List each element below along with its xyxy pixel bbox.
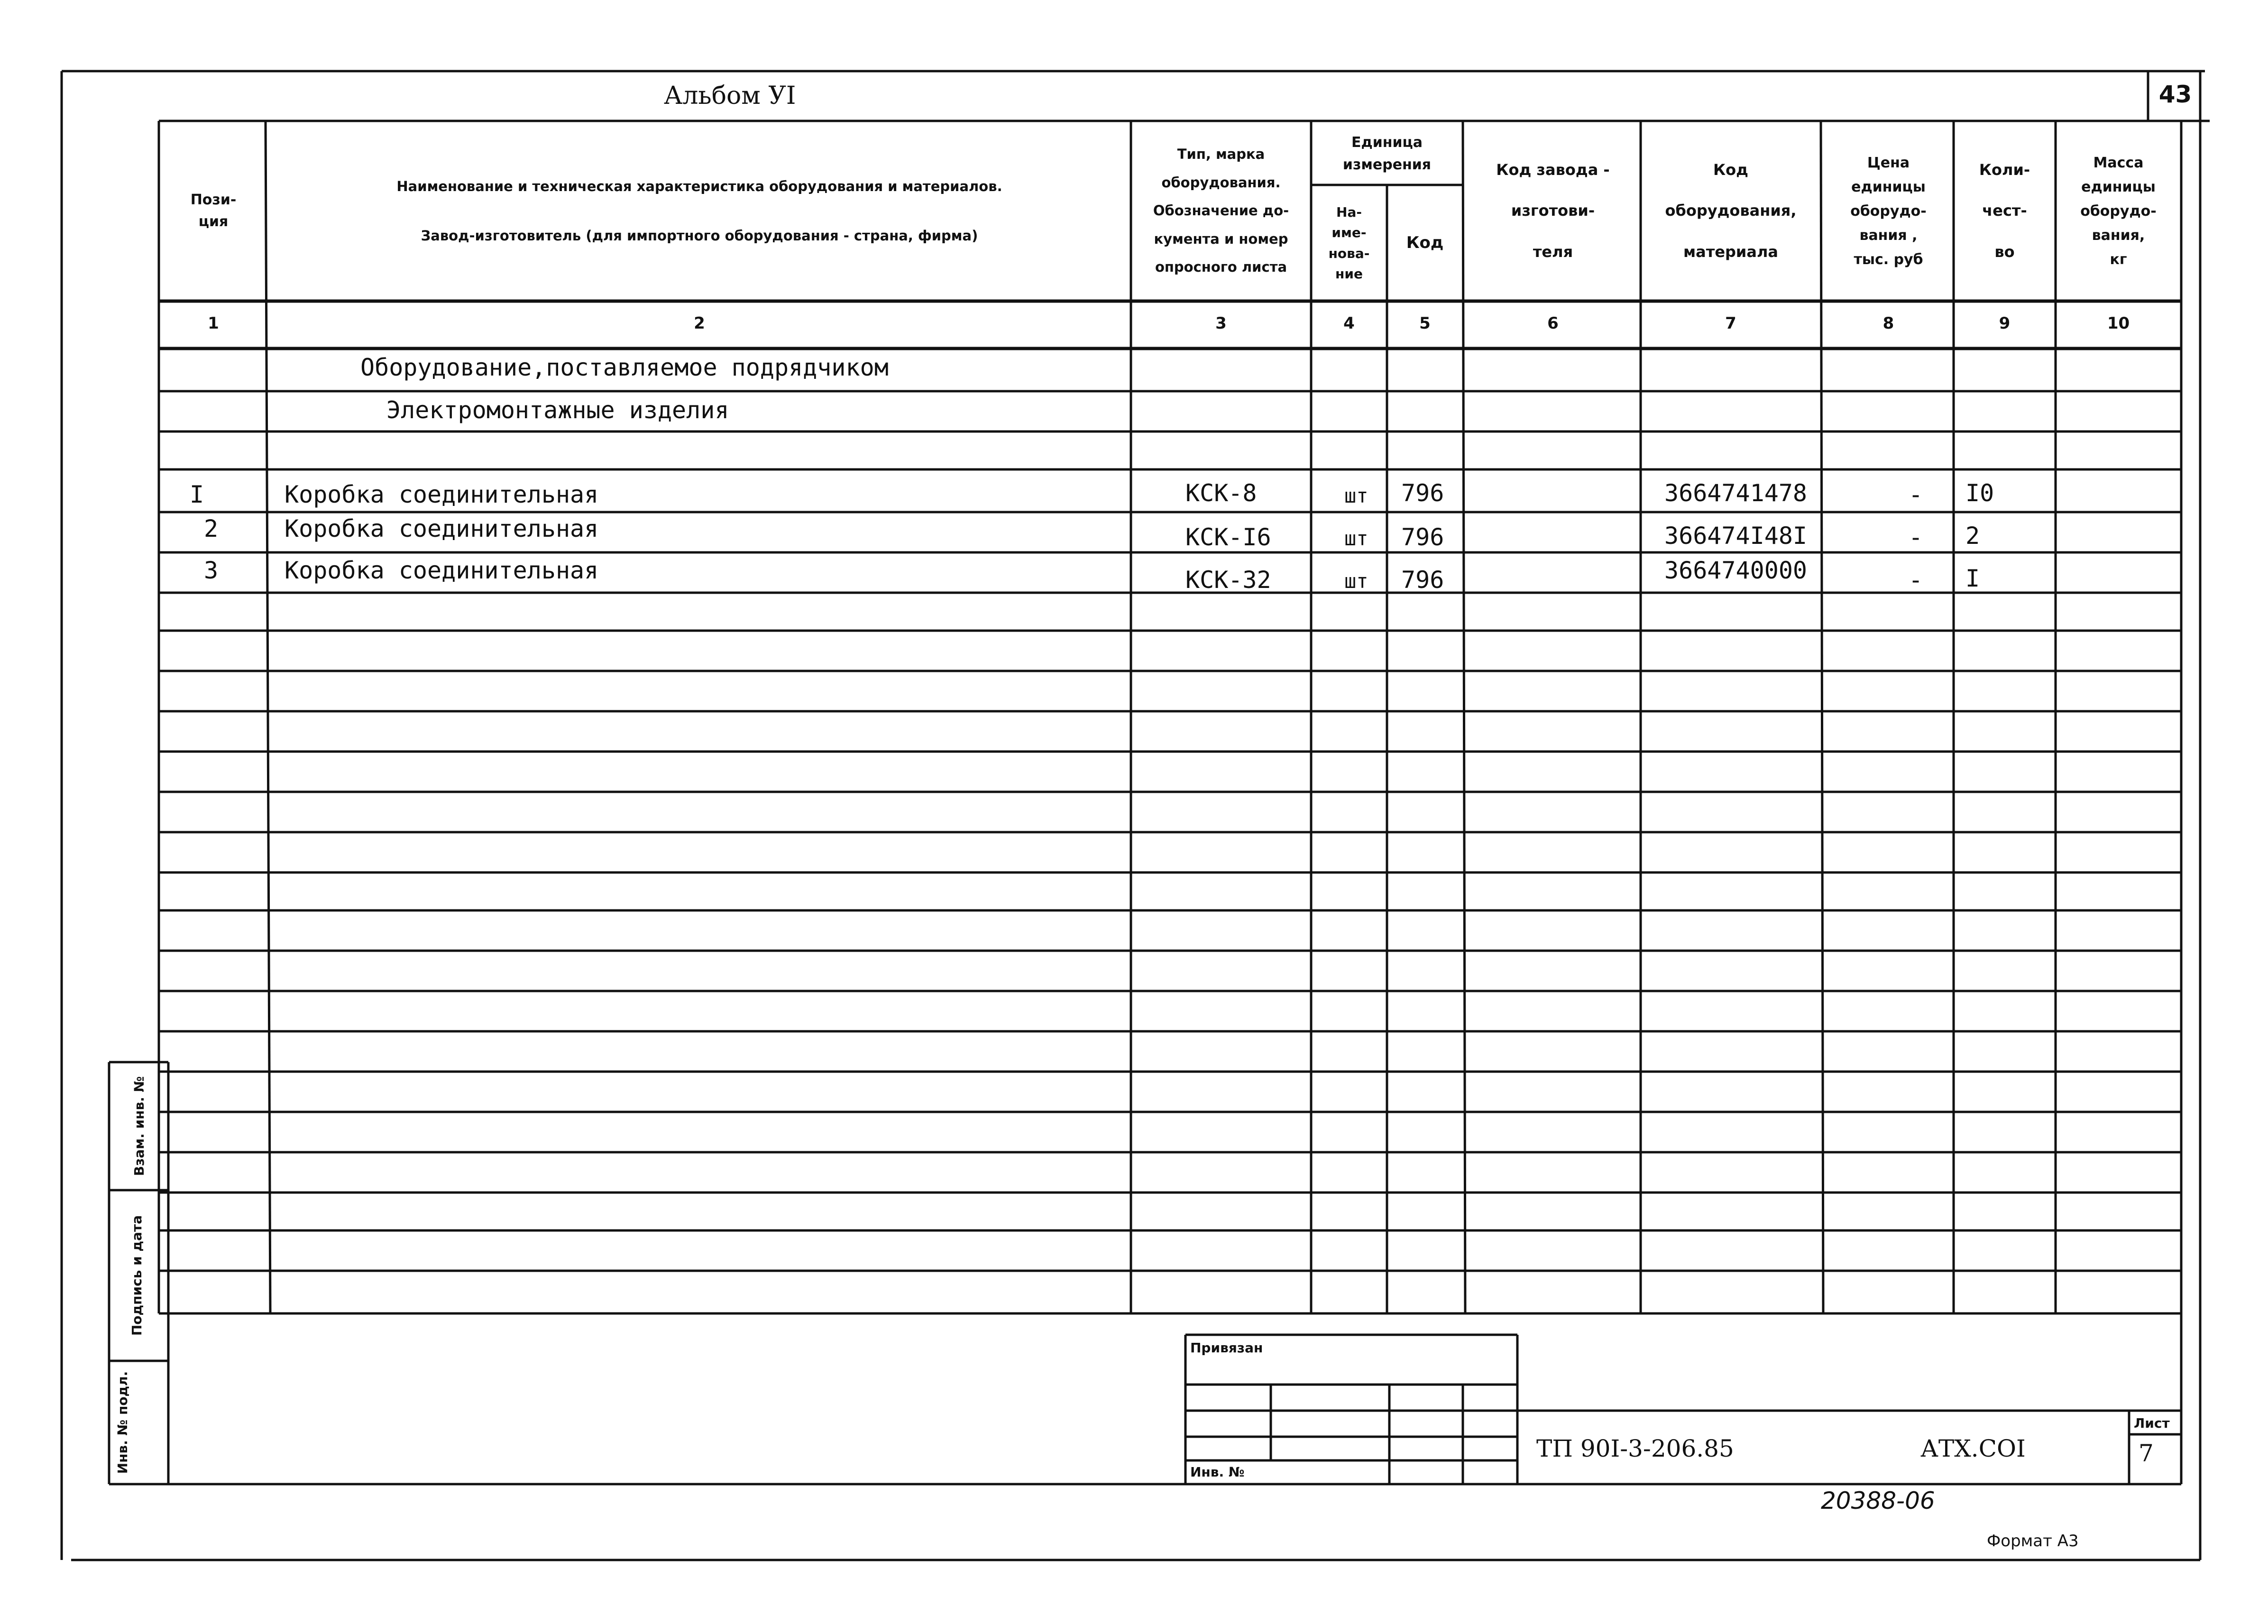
document-code: ТП 90I-3-206.85: [1536, 1435, 1734, 1462]
row-equipment-code: 3664741478: [1664, 479, 1808, 507]
row-quantity: I0: [1965, 479, 1994, 507]
section-title: Оборудование,поставляемое подрядчиком: [360, 354, 889, 381]
stamp-inv-no: Инв. №: [1190, 1464, 1245, 1480]
album-title: Альбом УI: [664, 82, 796, 110]
row-name: Коробка соединительная: [285, 557, 599, 584]
header-mass: Масса единицы оборудо- вания, кг: [2080, 154, 2157, 268]
col-number: 8: [1882, 314, 1894, 333]
row-unit: шт: [1344, 569, 1368, 593]
col-number: 5: [1419, 314, 1431, 333]
header-name: Наименование и техническая характеристика оборудования и материалов. Завод-изготовитель (для импортного оборудования - страна, фирма): [396, 178, 1002, 244]
side-label-vzam-inv: Взам. инв. №: [131, 1076, 147, 1176]
header-unit-group: Единица измерения: [1342, 134, 1432, 173]
col-number: 2: [694, 314, 705, 333]
header-price: Цена единицы оборудо- вания , тыс. руб: [1850, 154, 1927, 268]
header-unit-name: На- име- нова- ние: [1328, 204, 1370, 282]
row-type: КСК-I6: [1185, 523, 1271, 551]
row-unit-code: 796: [1401, 479, 1444, 507]
row-unit-code: 796: [1401, 566, 1444, 594]
header-unit-code: Код: [1406, 233, 1444, 253]
col-number: 1: [208, 314, 219, 333]
row-equipment-code: 3664740000: [1664, 557, 1808, 584]
row-name: Коробка соединительная: [285, 481, 599, 508]
header-type: Тип, марка оборудования. Обозначение до- кумента и номер опросного листа: [1153, 146, 1289, 275]
archive-number: 20388-06: [1821, 1487, 1935, 1514]
col-number: 3: [1215, 314, 1227, 333]
document-suffix: АТХ.COI: [1920, 1435, 2026, 1462]
row-price: -: [1909, 523, 1923, 551]
row-equipment-code: 366474I48I: [1664, 522, 1808, 550]
sheet-label: Лист: [2134, 1415, 2170, 1431]
row-price: -: [1909, 481, 1923, 508]
row-unit-code: 796: [1401, 523, 1444, 551]
side-label-inv-podl: Инв. № подл.: [115, 1371, 130, 1474]
row-unit: шт: [1344, 484, 1368, 507]
row-position: I: [190, 481, 204, 508]
row-type: КСК-32: [1185, 566, 1271, 594]
header-position: Пози- ция: [190, 191, 237, 230]
col-number: 10: [2107, 314, 2130, 333]
row-quantity: 2: [1965, 522, 1980, 550]
row-position: 2: [204, 515, 219, 542]
col-number: 4: [1343, 314, 1355, 333]
col-number: 6: [1547, 314, 1559, 333]
row-price: -: [1909, 566, 1923, 594]
row-type: КСК-8: [1185, 479, 1257, 507]
row-name: Коробка соединительная: [285, 515, 599, 542]
format-label: Формат А3: [1987, 1532, 2079, 1551]
stamp-privyazan: Привязан: [1190, 1340, 1263, 1356]
header-maker-code: Код завода - изготови- теля: [1496, 161, 1610, 261]
section-subtitle: Электромонтажные изделия: [386, 396, 729, 424]
row-unit: шт: [1344, 527, 1368, 550]
row-quantity: I: [1965, 565, 1980, 592]
page-number: 43: [2158, 81, 2192, 108]
sheet-number: 7: [2139, 1440, 2154, 1467]
col-number: 9: [1999, 314, 2011, 333]
side-label-podpis: Подпись и дата: [129, 1215, 145, 1336]
header-equipment-code: Код оборудования, материала: [1665, 161, 1797, 261]
col-number: 7: [1725, 314, 1736, 333]
row-position: 3: [204, 557, 219, 584]
header-quantity: Коли- чест- во: [1979, 161, 2030, 261]
